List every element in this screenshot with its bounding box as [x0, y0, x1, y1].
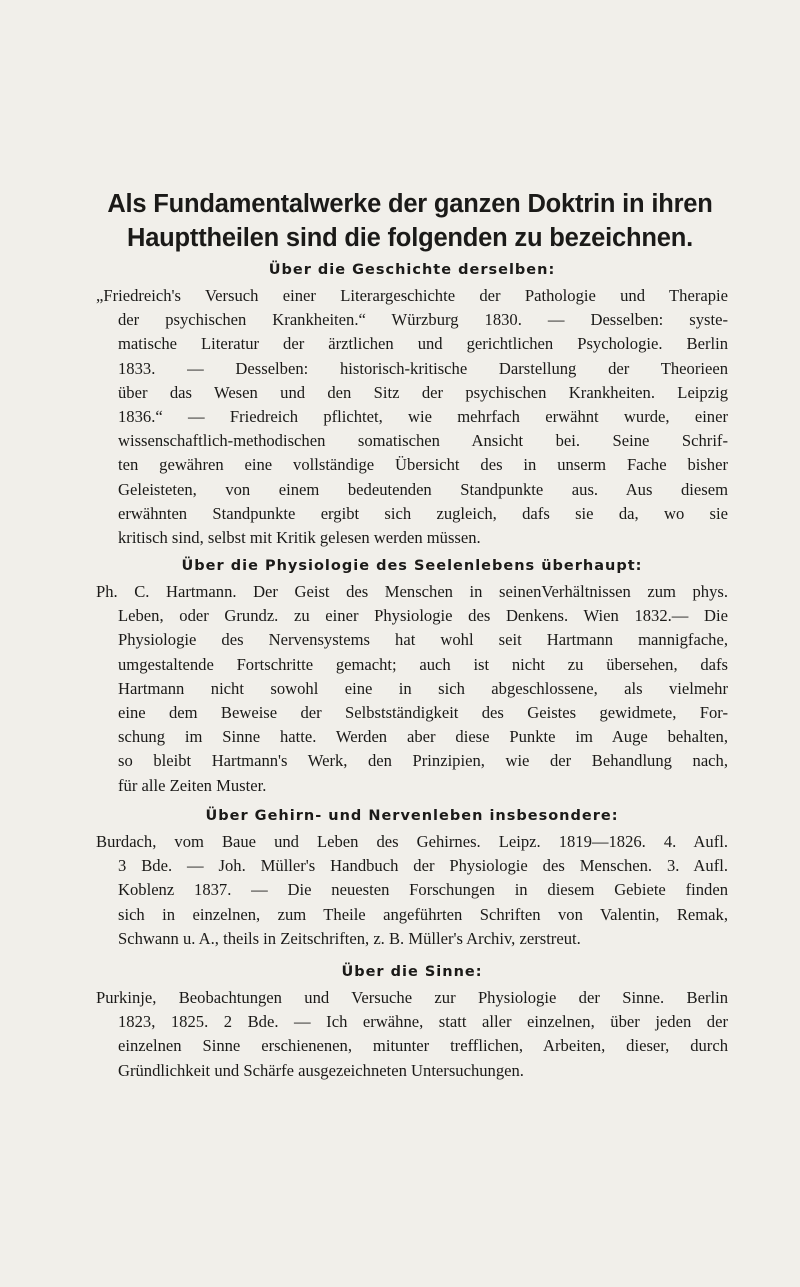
text-line: über das Wesen und den Sitz der psychischen Krankheiten. Leipzig [118, 382, 728, 402]
section-body-geschichte [96, 284, 728, 550]
text-line: schung im Sinne hatte. Werden aber diese Punkte im Auge behalten, [118, 727, 728, 747]
text-line: „Friedreich's Versuch einer Literargeschichte der Pathologie und Therapie [96, 286, 728, 305]
section-heading-sinne: Über die Sinne: [341, 964, 483, 980]
text-line: kritisch sind, selbst mit Kritik gelesen werden müssen. [118, 528, 481, 548]
section-heading-geschichte: Über die Geschichte derselben: [268, 262, 556, 278]
text-line: wissenschaftlich-methodischen somatischen Ansicht bei. Seine Schrif- [118, 431, 728, 451]
text-line: Geleisteten, von einem bedeutenden Standpunkte aus. Aus diesem [118, 479, 728, 499]
text-line: Koblenz 1837. — Die neuesten Forschungen in diesem Gebiete finden [118, 880, 728, 900]
page-title [90, 187, 730, 255]
text-line: so bleibt Hartmann's Werk, den Prinzipien, wie der Behandlung nach, [118, 751, 728, 771]
text-line: sich in einzelnen, zum Theile angeführten Schriften von Valentin, Remak, [118, 904, 728, 924]
text-line: 1823, 1825. 2 Bde. — Ich erwähne, statt aller einzelnen, über jeden der [118, 1012, 728, 1032]
text-line: ten gewähren eine vollständige Übersicht des in unserm Fache bisher [118, 455, 728, 475]
text-line: 1833. — Desselben: historisch-kritische Darstellung der Theorieen [118, 358, 728, 378]
title-line: Als Fundamentalwerke der ganzen Doktrin in ihren [107, 190, 713, 218]
text-line: 1836.“ — Friedreich pflichtet, wie mehrfach erwähnt wurde, einer [118, 407, 728, 427]
text-line: Purkinje, Beobachtungen und Versuche zur Physiologie der Sinne. Berlin [96, 988, 728, 1007]
text-line: Burdach, vom Baue und Leben des Gehirnes. Leipz. 1819—1826. 4. Aufl. [96, 832, 728, 851]
text-line: einzelnen Sinne erschienenen, mitunter trefflichen, Arbeiten, dieser, durch [118, 1036, 728, 1056]
section-body-gehirn [96, 830, 728, 951]
text-line: 3 Bde. — Joh. Müller's Handbuch der Physiologie des Menschen. 3. Aufl. [118, 856, 728, 876]
text-line: umgestaltende Fortschritte gemacht; auch ist nicht zu übersehen, dafs [118, 654, 728, 674]
section-body-physiologie [96, 580, 728, 798]
text-line: Schwann u. A., theils in Zeitschriften, z. B. Müller's Archiv, zerstreut. [118, 928, 581, 948]
text-line: Hartmann nicht sowohl eine in sich abgeschlossene, als vielmehr [118, 678, 728, 698]
text-line: Ph. C. Hartmann. Der Geist des Menschen in seinenVerhältnissen zum phys. [96, 582, 728, 601]
text-line: erwähnten Standpunkte ergibt sich zugleich, dafs sie da, wo sie [118, 503, 728, 523]
text-line: eine dem Beweise der Selbstständigkeit des Geistes gewidmete, For- [118, 703, 728, 723]
section-body-sinne [96, 986, 728, 1083]
text-line: der psychischen Krankheiten.“ Würzburg 1830. — Desselben: syste- [118, 310, 728, 330]
title-line: Haupttheilen sind die folgenden zu bezeichnen. [126, 224, 693, 252]
text-line: Physiologie des Nervensystems hat wohl seit Hartmann mannigfache, [118, 630, 728, 650]
text-line: für alle Zeiten Muster. [118, 775, 267, 795]
text-line: matische Literatur der ärztlichen und gerichtlichen Psychologie. Berlin [118, 334, 728, 354]
section-heading-physiologie: Über die Physiologie des Seelenlebens überhaupt: [181, 558, 643, 574]
text-line: Gründlichkeit und Schärfe ausgezeichneten Untersuchungen. [118, 1060, 524, 1080]
section-heading-gehirn: Über Gehirn- und Nervenleben insbesondere: [205, 808, 619, 824]
text-line: Leben, oder Grundz. zu einer Physiologie des Denkens. Wien 1832.— Die [118, 606, 728, 626]
